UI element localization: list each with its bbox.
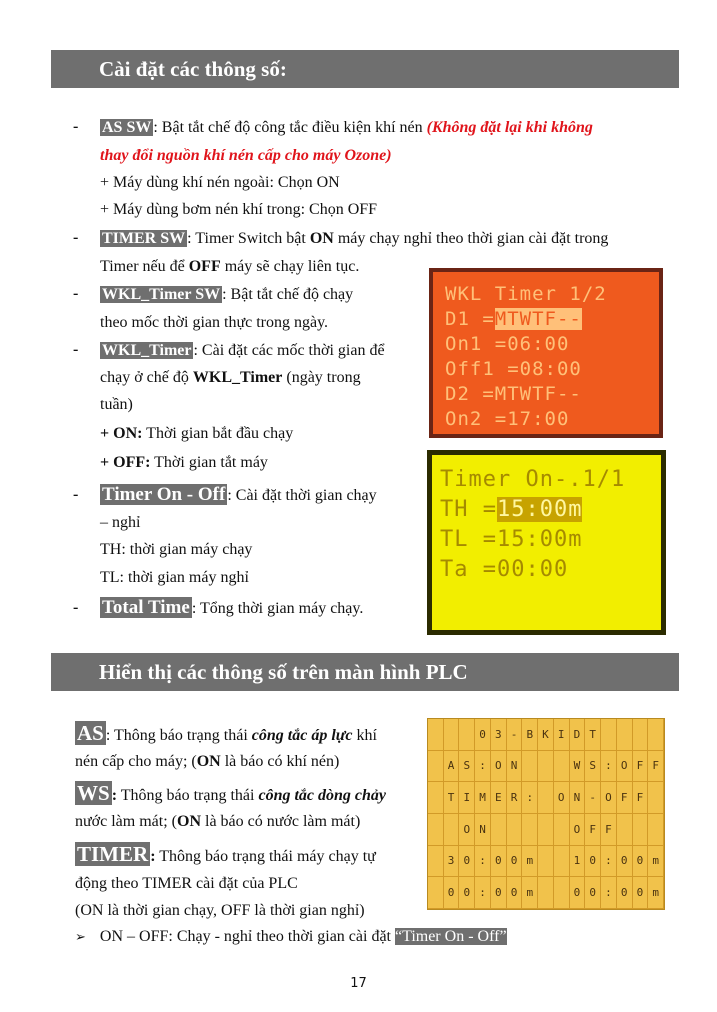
plc-grid-cell: O	[617, 751, 633, 783]
plc-grid-cell: I	[459, 782, 475, 814]
plc-grid-cell: M	[475, 782, 491, 814]
as-text3: nén cấp cho máy; (	[75, 753, 197, 770]
bullet-dash: -	[73, 486, 79, 503]
lcd-wkl-row: On1 =06:00	[445, 333, 570, 355]
as-sw-warning: (Không đặt lại khi không	[426, 119, 593, 136]
wkl-on-label: + ON:	[100, 425, 143, 442]
as-line2	[75, 752, 339, 772]
plc-grid-cell	[538, 751, 554, 783]
section-title-plc-display: Hiển thị các thông số trên màn hình PLC	[51, 653, 679, 691]
plc-grid-cell: 0	[507, 846, 523, 878]
plc-grid-cell	[648, 782, 664, 814]
bullet-dash: -	[73, 229, 79, 246]
as-sw-sub1: + Máy dùng khí nén ngoài: Chọn ON	[100, 174, 340, 191]
wkl-timer-off	[100, 453, 268, 473]
plc-grid-cell: F	[633, 751, 649, 783]
lcd-timer-row: TL =15:00m	[440, 527, 583, 552]
plc-grid-cell: B	[522, 719, 538, 751]
plc-grid-cell	[522, 751, 538, 783]
plc-grid-cell: F	[585, 814, 601, 846]
as-line	[75, 721, 377, 748]
plc-grid-cell	[538, 782, 554, 814]
plc-grid-cell: O	[570, 814, 586, 846]
total-time-text: : Tổng thời gian máy chạy.	[191, 600, 364, 617]
ws-text: Thông báo trạng thái	[117, 787, 259, 804]
timer-sw-tag: TIMER SW	[102, 230, 186, 247]
plc-grid-cell	[507, 814, 523, 846]
timer-sw-off: OFF	[188, 258, 221, 275]
lcd-timer-on	[427, 450, 666, 635]
lcd-wkl-row: On2 =17:00	[445, 408, 570, 430]
plc-grid-cell	[554, 814, 570, 846]
plc-grid-cell: :	[475, 877, 491, 909]
plc-grid-cell: F	[633, 782, 649, 814]
plc-grid-cell: 0	[507, 877, 523, 909]
wkl-timer-line	[100, 341, 385, 361]
timer-sw-text2: máy chạy nghỉ theo thời gian cài đặt trong	[333, 230, 609, 247]
plc-grid-cell: :	[475, 846, 491, 878]
timer-th: TH: thời gian máy chạy	[100, 541, 253, 558]
plc-grid-cell	[633, 719, 649, 751]
wkl-timer-sw-line	[100, 285, 417, 305]
plc-grid-cell: m	[648, 877, 664, 909]
plc-grid-cell	[428, 877, 444, 909]
timer-on-off-text: : Cài đặt thời gian chạy	[227, 487, 377, 504]
as-sw-sub2: + Máy dùng bơm nén khí trong: Chọn OFF	[100, 201, 378, 218]
plc-grid-cell	[444, 719, 460, 751]
plc-grid-cell	[648, 719, 664, 751]
plc-grid-cell	[428, 814, 444, 846]
lcd-wkl-row: Off1 =08:00	[445, 358, 582, 380]
wkl-timer-text2: chạy ở chế độ	[100, 369, 193, 386]
section-title-settings: Cài đặt các thông số:	[51, 50, 679, 88]
total-time-line	[100, 596, 363, 621]
as-sw-line	[100, 118, 593, 138]
plc-grid-cell	[633, 814, 649, 846]
plc-grid-cell: :	[601, 751, 617, 783]
plc-grid-cell	[538, 814, 554, 846]
plc-grid-cell: 0	[617, 846, 633, 878]
timer-line3: (ON là thời gian chạy, OFF là thời gian nghỉ)	[75, 902, 365, 919]
plc-grid-cell: 3	[491, 719, 507, 751]
plc-grid-cell: 0	[617, 877, 633, 909]
wkl-timer-sw-tag: WKL_Timer SW	[102, 286, 221, 303]
plc-grid-cell: O	[601, 782, 617, 814]
plc-grid-cell: T	[444, 782, 460, 814]
bullet-dash: -	[73, 285, 79, 302]
timer-sw-text3: Timer nếu để	[100, 258, 189, 275]
plc-grid-cell: m	[522, 846, 538, 878]
bullet-dash: -	[73, 341, 79, 358]
plc-grid-cell	[428, 751, 444, 783]
ws-colon: :	[111, 787, 118, 804]
lcd-wkl-row: D1 =MTWTF--	[445, 308, 582, 330]
as-bold: công tắc áp lực	[251, 727, 353, 744]
plc-grid-cell	[554, 877, 570, 909]
plc-grid-cell: F	[617, 782, 633, 814]
wkl-off-text: Thời gian tắt máy	[150, 454, 268, 471]
plc-grid-cell: F	[648, 751, 664, 783]
ws-text3: là báo có nước làm mát)	[201, 813, 361, 830]
lcd-wkl-timer	[429, 268, 663, 438]
plc-grid-cell: I	[554, 719, 570, 751]
lcd-wkl-row: D2 =MTWTF--	[445, 383, 582, 405]
plc-grid-cell	[554, 751, 570, 783]
plc-grid-cell: :	[601, 877, 617, 909]
wkl-timer-on	[100, 424, 293, 444]
plc-grid-cell	[601, 719, 617, 751]
plc-grid-cell: -	[507, 719, 523, 751]
lcd-timer-row: TH =15:00m	[440, 497, 583, 522]
timer-on-off-tag: Timer On - Off	[102, 484, 226, 505]
plc-grid-cell	[444, 814, 460, 846]
lcd-timer-row: Ta =00:00	[440, 557, 569, 582]
as-text2: khí	[352, 727, 377, 744]
ws-bold: công tắc dòng chảy	[258, 787, 387, 804]
plc-grid-cell: 0	[585, 877, 601, 909]
wkl-timer-sw-text: : Bật tắt chế độ chạy	[222, 286, 354, 303]
plc-grid-cell: m	[522, 877, 538, 909]
timer-text: Thông báo trạng thái máy chạy tự	[155, 848, 376, 865]
plc-grid-cell: 0	[633, 846, 649, 878]
as-sw-warning-cont: thay đổi nguồn khí nén cấp cho máy Ozone)	[100, 147, 392, 164]
plc-grid-cell: m	[648, 846, 664, 878]
plc-grid-cell: D	[570, 719, 586, 751]
plc-grid-cell	[428, 782, 444, 814]
plc-grid-cell: :	[601, 846, 617, 878]
arrow-icon: ➢	[75, 930, 86, 945]
plc-grid-cell: :	[475, 751, 491, 783]
plc-grid-cell: K	[538, 719, 554, 751]
plc-grid-cell	[428, 846, 444, 878]
plc-grid-cell: 0	[459, 877, 475, 909]
plc-grid-cell	[617, 814, 633, 846]
on-off-text: ON – OFF: Chạy - nghỉ theo thời gian cài đặt	[99, 928, 395, 945]
plc-grid-cell	[648, 814, 664, 846]
plc-grid-cell: 0	[491, 877, 507, 909]
ws-text2: nước làm mát; (	[75, 813, 177, 830]
lcd-timer-title: Timer On-.1/1	[440, 467, 626, 492]
timer-tag: TIMER	[77, 842, 149, 866]
timer-sw-on: ON	[309, 230, 334, 247]
plc-grid-cell: O	[554, 782, 570, 814]
plc-grid-cell: 0	[570, 877, 586, 909]
plc-grid-cell: N	[570, 782, 586, 814]
lcd-wkl-title: WKL Timer 1/2	[445, 283, 607, 305]
plc-grid-cell: E	[491, 782, 507, 814]
plc-grid-cell: -	[585, 782, 601, 814]
as-on: ON	[196, 753, 221, 770]
plc-grid-cell	[491, 814, 507, 846]
plc-grid-cell: W	[570, 751, 586, 783]
plc-grid-cell: 0	[459, 846, 475, 878]
wkl-timer-tag: WKL_Timer	[102, 342, 192, 359]
on-off-highlight: “Timer On - Off”	[395, 928, 507, 945]
plc-grid-cell: S	[585, 751, 601, 783]
plc-grid-cell	[538, 846, 554, 878]
timer-sw-line2	[100, 257, 359, 277]
plc-grid-cell: O	[491, 751, 507, 783]
bullet-dash: -	[73, 118, 79, 135]
timer-on-off-line2: – nghỉ	[100, 514, 141, 531]
plc-grid-cell: N	[475, 814, 491, 846]
as-sw-text: : Bật tắt chế độ công tắc điều kiện khí nén	[153, 119, 427, 136]
on-off-bullet	[75, 927, 507, 948]
timer-on-off-line	[100, 483, 377, 508]
plc-grid-cell: 1	[570, 846, 586, 878]
timer-tl: TL: thời gian máy nghỉ	[100, 569, 249, 586]
wkl-on-text: Thời gian bắt đầu chạy	[142, 425, 294, 442]
plc-display-grid	[427, 718, 665, 910]
ws-tag: WS	[77, 781, 110, 805]
wkl-timer-text3: (ngày trong	[282, 369, 361, 386]
plc-grid-cell: O	[459, 814, 475, 846]
ws-line2	[75, 812, 360, 832]
plc-grid-cell: S	[459, 751, 475, 783]
plc-grid-cell: 0	[585, 846, 601, 878]
plc-grid-cell: N	[507, 751, 523, 783]
plc-grid-cell: 0	[491, 846, 507, 878]
page-number: 17	[350, 976, 367, 991]
wkl-timer-mode: WKL_Timer	[192, 369, 283, 386]
plc-grid-cell: 3	[444, 846, 460, 878]
plc-grid-cell	[522, 814, 538, 846]
wkl-timer-sw-line2: theo mốc thời gian thực trong ngày.	[100, 314, 329, 331]
as-sw-tag: AS SW	[102, 119, 152, 136]
timer-line2: động theo TIMER cài đặt của PLC	[75, 875, 298, 892]
as-text: : Thông báo trạng thái	[105, 727, 252, 744]
plc-grid-cell	[554, 846, 570, 878]
timer-line	[75, 842, 376, 869]
wkl-timer-line2	[100, 368, 361, 388]
wkl-timer-text: : Cài đặt các mốc thời gian để	[193, 342, 385, 359]
ws-on: ON	[177, 813, 201, 830]
plc-grid-cell: F	[601, 814, 617, 846]
wkl-off-label: + OFF:	[100, 454, 151, 471]
plc-grid-cell: T	[585, 719, 601, 751]
plc-grid-cell: :	[522, 782, 538, 814]
as-text4: là báo có khí nén)	[220, 753, 340, 770]
timer-colon: :	[150, 848, 156, 865]
plc-grid-cell	[617, 719, 633, 751]
plc-grid-cell	[459, 719, 475, 751]
plc-grid-cell: 0	[633, 877, 649, 909]
timer-sw-text4: máy sẽ chạy liên tục.	[220, 258, 360, 275]
total-time-tag: Total Time	[102, 597, 190, 618]
plc-grid-cell: 0	[475, 719, 491, 751]
wkl-timer-line3: tuần)	[100, 396, 133, 413]
plc-grid-cell: 0	[444, 877, 460, 909]
plc-grid-cell: A	[444, 751, 460, 783]
plc-grid-cell	[538, 877, 554, 909]
plc-grid-cell: R	[507, 782, 523, 814]
ws-line	[75, 781, 386, 808]
timer-sw-text: : Timer Switch bật	[187, 230, 310, 247]
timer-sw-line	[100, 229, 608, 249]
plc-grid-cell	[428, 719, 444, 751]
bullet-dash: -	[73, 599, 79, 616]
as-tag: AS	[77, 721, 104, 745]
